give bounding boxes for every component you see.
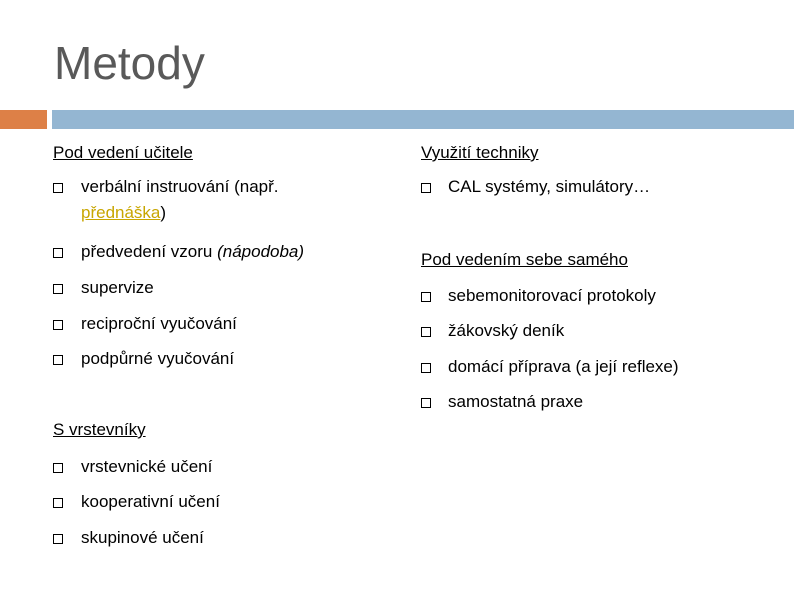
list-item: vrstevnické učení [81, 457, 213, 476]
list-item: samostatná praxe [448, 392, 584, 411]
list-item: reciproční vyučování [81, 314, 237, 333]
item-suffix: ) [160, 203, 167, 222]
bullet-box-icon [53, 463, 63, 473]
list-item [81, 239, 304, 265]
item-text: předvedení vzoru [81, 242, 218, 261]
bullet-box-icon [421, 183, 431, 193]
slide-title: Metody [54, 37, 205, 89]
list-item: kooperativní učení [81, 492, 220, 511]
list-item: sebemonitorovací protokoly [448, 286, 656, 305]
accent-bar-orange [0, 110, 47, 129]
item-text: verbální instruování (např. [81, 177, 279, 196]
list-item: žákovský deník [448, 321, 565, 340]
list-item: supervize [81, 278, 154, 297]
bullet-box-icon [53, 355, 63, 365]
bullet-box-icon [421, 292, 431, 302]
list-item: skupinové učení [81, 528, 204, 547]
bullet-box-icon [53, 248, 63, 258]
list-item [81, 174, 381, 226]
bullet-box-icon [53, 320, 63, 330]
bullet-box-icon [421, 327, 431, 337]
accent-bar-blue [52, 110, 794, 129]
heading-self: Pod vedením sebe samého [421, 250, 628, 269]
heading-technology: Využití techniky [421, 143, 539, 162]
lecture-link[interactable]: přednáška [81, 203, 161, 222]
heading-peers: S vrstevníky [53, 420, 146, 439]
item-italic-text: (nápodoba) [217, 242, 305, 261]
list-item: domácí příprava (a její reflexe) [448, 357, 679, 376]
bullet-box-icon [53, 534, 63, 544]
bullet-box-icon [421, 398, 431, 408]
bullet-box-icon [53, 183, 63, 193]
bullet-box-icon [53, 284, 63, 294]
bullet-box-icon [421, 363, 431, 373]
heading-teacher: Pod vedení učitele [53, 143, 193, 162]
list-item: podpůrné vyučování [81, 349, 235, 368]
bullet-box-icon [53, 498, 63, 508]
list-item: CAL systémy, simulátory… [448, 177, 651, 196]
